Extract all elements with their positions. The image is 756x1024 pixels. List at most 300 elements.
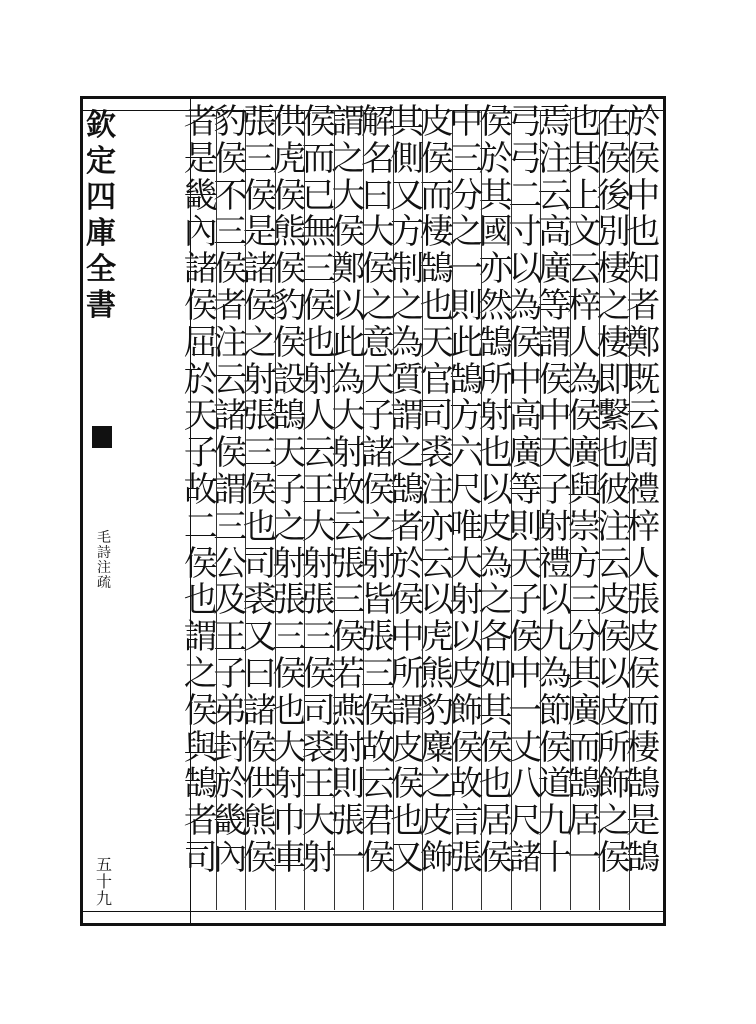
- glyph: 三: [567, 580, 602, 621]
- glyph: 廣: [537, 249, 572, 290]
- glyph: 而: [419, 175, 454, 216]
- glyph: 一: [508, 690, 543, 731]
- glyph: 司: [301, 690, 336, 731]
- glyph: 侯: [213, 249, 248, 290]
- glyph: 禮: [537, 543, 572, 584]
- glyph: 制: [390, 249, 425, 290]
- glyph: 書: [86, 288, 116, 323]
- glyph: 王: [301, 764, 336, 805]
- glyph: 人: [626, 543, 661, 584]
- glyph: 侯: [183, 690, 218, 731]
- glyph: 皮: [390, 727, 425, 768]
- glyph: 射: [301, 837, 336, 878]
- glyph: 侯: [537, 359, 572, 400]
- glyph: 侯: [183, 285, 218, 326]
- glyph: 上: [567, 175, 602, 216]
- glyph: 熊: [272, 212, 307, 253]
- glyph: 其: [567, 138, 602, 179]
- glyph: 侯: [242, 285, 277, 326]
- page-number: [92, 856, 116, 907]
- glyph: 曰: [242, 653, 277, 694]
- glyph: 鵠: [183, 764, 218, 805]
- glyph: 別: [596, 212, 631, 253]
- glyph: 鄭: [626, 322, 661, 363]
- glyph: 者: [213, 285, 248, 326]
- glyph: 以: [331, 285, 366, 326]
- glyph: 侯: [596, 138, 631, 179]
- glyph: 梓: [567, 285, 602, 326]
- glyph: 司: [183, 837, 218, 878]
- page-frame: [80, 96, 666, 926]
- glyph: 燕: [331, 690, 366, 731]
- glyph: 之: [390, 433, 425, 474]
- glyph: 侯: [272, 653, 307, 694]
- glyph: 三: [213, 506, 248, 547]
- glyph: 周: [626, 433, 661, 474]
- glyph: 也: [390, 801, 425, 842]
- glyph: 諸: [360, 433, 395, 474]
- glyph: 中: [508, 359, 543, 400]
- glyph: 十: [95, 872, 112, 891]
- glyph: 子: [508, 580, 543, 621]
- glyph: 之: [419, 764, 454, 805]
- glyph: 云: [331, 506, 366, 547]
- glyph: 也: [567, 102, 602, 142]
- glyph: 封: [213, 727, 248, 768]
- glyph: 之: [596, 285, 631, 326]
- fish-tail-mark: [92, 426, 112, 448]
- glyph: 弓: [508, 138, 543, 179]
- glyph: 大: [331, 175, 366, 216]
- glyph: 故: [360, 727, 395, 768]
- glyph: 侯: [242, 727, 277, 768]
- glyph: 云: [567, 249, 602, 290]
- glyph: 畿: [183, 175, 218, 216]
- glyph: 弓: [508, 102, 543, 142]
- glyph: 之: [449, 212, 484, 253]
- glyph: 鵠: [390, 469, 425, 510]
- glyph: 三: [331, 580, 366, 621]
- glyph: 分: [449, 175, 484, 216]
- glyph: 畿: [213, 801, 248, 842]
- glyph: 云: [213, 359, 248, 400]
- glyph: 侯: [301, 285, 336, 326]
- glyph: 之: [596, 801, 631, 842]
- glyph: 故: [331, 469, 366, 510]
- glyph: 此: [449, 322, 484, 363]
- glyph: 中: [626, 175, 661, 216]
- glyph: 若: [331, 653, 366, 694]
- glyph: 及: [213, 580, 248, 621]
- glyph: 侯: [419, 138, 454, 179]
- glyph: 丈: [508, 727, 543, 768]
- glyph: 大: [272, 727, 307, 768]
- glyph: 皮: [478, 506, 513, 547]
- glyph: 謂: [390, 396, 425, 437]
- glyph: 射: [242, 359, 277, 400]
- glyph: 射: [449, 580, 484, 621]
- glyph: 侯: [242, 469, 277, 510]
- glyph: 全: [86, 252, 116, 287]
- glyph: 王: [301, 469, 336, 510]
- glyph: 侯: [626, 138, 661, 179]
- series-title: [86, 108, 116, 324]
- glyph: 子: [272, 469, 307, 510]
- glyph: 大: [449, 543, 484, 584]
- glyph: 鵠: [478, 322, 513, 363]
- glyph: 棲: [596, 322, 631, 363]
- glyph: 侯: [537, 727, 572, 768]
- glyph: 三: [272, 617, 307, 658]
- glyph: 文: [567, 212, 602, 253]
- glyph: 十: [537, 837, 572, 878]
- glyph: 以: [596, 653, 631, 694]
- glyph: 又: [390, 175, 425, 216]
- glyph: 人: [567, 322, 602, 363]
- glyph: 豹: [213, 102, 248, 142]
- glyph: 皮: [419, 102, 454, 142]
- glyph: 皮: [596, 580, 631, 621]
- glyph: 謂: [331, 102, 366, 142]
- glyph: 注: [97, 560, 111, 576]
- glyph: 張: [449, 837, 484, 878]
- glyph: 天: [272, 433, 307, 474]
- glyph: 者: [626, 285, 661, 326]
- glyph: 也: [596, 433, 631, 474]
- glyph: 射: [301, 543, 336, 584]
- glyph: 以: [478, 469, 513, 510]
- glyph: 大: [301, 801, 336, 842]
- glyph: 侯: [390, 580, 425, 621]
- glyph: 之: [360, 506, 395, 547]
- glyph: 者: [390, 506, 425, 547]
- glyph: 射: [301, 359, 336, 400]
- glyph: 射: [360, 543, 395, 584]
- glyph: 云: [596, 543, 631, 584]
- glyph: 於: [390, 543, 425, 584]
- glyph: 寸: [508, 212, 543, 253]
- glyph: 虎: [272, 138, 307, 179]
- glyph: 王: [213, 617, 248, 658]
- glyph: 知: [626, 249, 661, 290]
- glyph: 廣: [567, 433, 602, 474]
- glyph: 一: [331, 837, 366, 878]
- glyph: 侯: [478, 727, 513, 768]
- glyph: 以: [537, 580, 572, 621]
- glyph: 即: [596, 359, 631, 400]
- glyph: 之: [331, 138, 366, 179]
- glyph: 廣: [508, 433, 543, 474]
- glyph: 梓: [626, 506, 661, 547]
- glyph: 其: [567, 653, 602, 694]
- glyph: 子: [183, 433, 218, 474]
- glyph: 諸: [213, 396, 248, 437]
- glyph: 裘: [242, 580, 277, 621]
- glyph: 也: [626, 212, 661, 253]
- glyph: 三: [213, 212, 248, 253]
- glyph: 鵠: [449, 359, 484, 400]
- glyph: 云: [419, 543, 454, 584]
- glyph: 也: [183, 580, 218, 621]
- glyph: 既: [626, 359, 661, 400]
- glyph: 定: [86, 144, 116, 179]
- glyph: 為: [537, 653, 572, 694]
- glyph: 名: [360, 138, 395, 179]
- glyph: 廣: [567, 690, 602, 731]
- glyph: 三: [301, 249, 336, 290]
- glyph: 公: [213, 543, 248, 584]
- glyph: 所: [390, 653, 425, 694]
- glyph: 居: [567, 801, 602, 842]
- glyph: 方: [567, 543, 602, 584]
- glyph: 高: [537, 212, 572, 253]
- glyph: 以: [508, 249, 543, 290]
- glyph: 侯: [478, 102, 513, 142]
- glyph: 鄭: [331, 249, 366, 290]
- glyph: 皮: [449, 653, 484, 694]
- glyph: 謂: [390, 690, 425, 731]
- glyph: 弟: [213, 690, 248, 731]
- glyph: 以: [419, 580, 454, 621]
- glyph: 中: [390, 617, 425, 658]
- glyph: 內: [213, 837, 248, 878]
- glyph: 人: [301, 396, 336, 437]
- glyph: 疏: [97, 575, 111, 591]
- glyph: 侯: [449, 727, 484, 768]
- glyph: 侯: [360, 690, 395, 731]
- glyph: 為: [567, 359, 602, 400]
- glyph: 鵠: [567, 764, 602, 805]
- glyph: 與: [567, 469, 602, 510]
- glyph: 為: [478, 543, 513, 584]
- glyph: 侯: [508, 322, 543, 363]
- glyph: 官: [419, 359, 454, 400]
- glyph: 在: [596, 102, 631, 142]
- glyph: 然: [478, 285, 513, 326]
- glyph: 分: [567, 617, 602, 658]
- glyph: 者: [183, 801, 218, 842]
- glyph: 謂: [537, 322, 572, 363]
- glyph: 以: [449, 617, 484, 658]
- glyph: 侯: [272, 322, 307, 363]
- glyph: 尺: [508, 801, 543, 842]
- glyph: 豹: [272, 285, 307, 326]
- glyph: 侯: [360, 837, 395, 878]
- glyph: 天: [508, 543, 543, 584]
- glyph: 三: [301, 617, 336, 658]
- glyph: 屈: [183, 322, 218, 363]
- glyph: 諸: [183, 249, 218, 290]
- glyph: 侯: [331, 617, 366, 658]
- glyph: 欽: [86, 108, 116, 143]
- glyph: 君: [360, 801, 395, 842]
- glyph: 之: [360, 285, 395, 326]
- glyph: 謂: [213, 469, 248, 510]
- glyph: 二: [183, 506, 218, 547]
- glyph: 則: [331, 764, 366, 805]
- book-title: [92, 531, 116, 591]
- glyph: 巾: [272, 801, 307, 842]
- glyph: 設: [272, 359, 307, 400]
- glyph: 為: [331, 359, 366, 400]
- glyph: 無: [301, 212, 336, 253]
- glyph: 裘: [419, 433, 454, 474]
- glyph: 各: [478, 617, 513, 658]
- glyph: 一: [449, 249, 484, 290]
- glyph: 其: [478, 690, 513, 731]
- glyph: 之: [390, 285, 425, 326]
- glyph: 三: [242, 138, 277, 179]
- glyph: 於: [478, 138, 513, 179]
- glyph: 則: [449, 285, 484, 326]
- glyph: 已: [301, 175, 336, 216]
- glyph: 三: [360, 653, 395, 694]
- glyph: 故: [183, 469, 218, 510]
- glyph: 子: [360, 396, 395, 437]
- glyph: 飾: [596, 764, 631, 805]
- glyph: 侯: [567, 396, 602, 437]
- glyph: 射: [272, 764, 307, 805]
- glyph: 司: [419, 396, 454, 437]
- glyph: 三: [242, 433, 277, 474]
- glyph: 為: [508, 285, 543, 326]
- glyph: 裘: [301, 727, 336, 768]
- glyph: 又: [242, 617, 277, 658]
- glyph: 天: [419, 322, 454, 363]
- glyph: 此: [331, 322, 366, 363]
- glyph: 節: [537, 690, 572, 731]
- glyph: 麋: [419, 727, 454, 768]
- glyph: 為: [390, 322, 425, 363]
- glyph: 則: [508, 506, 543, 547]
- glyph: 於: [213, 764, 248, 805]
- glyph: 注: [419, 469, 454, 510]
- glyph: 是: [242, 212, 277, 253]
- glyph: 也: [478, 433, 513, 474]
- glyph: 飾: [419, 837, 454, 878]
- glyph: 皮: [626, 617, 661, 658]
- glyph: 側: [390, 138, 425, 179]
- glyph: 高: [508, 396, 543, 437]
- glyph: 國: [478, 212, 513, 253]
- glyph: 而: [626, 690, 661, 731]
- glyph: 侯: [183, 543, 218, 584]
- glyph: 張: [301, 580, 336, 621]
- glyph: 侯: [213, 138, 248, 179]
- glyph: 皮: [419, 801, 454, 842]
- glyph: 如: [478, 653, 513, 694]
- glyph: 車: [272, 837, 307, 878]
- glyph: 張: [360, 617, 395, 658]
- glyph: 張: [242, 396, 277, 437]
- glyph: 彼: [596, 469, 631, 510]
- glyph: 三: [449, 138, 484, 179]
- glyph: 曰: [360, 175, 395, 216]
- glyph: 侯: [272, 249, 307, 290]
- glyph: 九: [95, 889, 112, 908]
- glyph: 熊: [242, 801, 277, 842]
- glyph: 皆: [360, 580, 395, 621]
- glyph: 內: [183, 212, 218, 253]
- glyph: 侯: [596, 617, 631, 658]
- glyph: 尺: [449, 469, 484, 510]
- glyph: 之: [183, 653, 218, 694]
- glyph: 九: [537, 617, 572, 658]
- glyph: 中: [449, 102, 484, 142]
- glyph: 大: [301, 506, 336, 547]
- glyph: 繫: [596, 396, 631, 437]
- glyph: 張: [331, 543, 366, 584]
- glyph: 庫: [86, 216, 116, 251]
- glyph: 虎: [419, 617, 454, 658]
- glyph: 其: [478, 175, 513, 216]
- glyph: 亦: [478, 249, 513, 290]
- glyph: 後: [596, 175, 631, 216]
- glyph: 子: [537, 469, 572, 510]
- glyph: 一: [567, 837, 602, 878]
- glyph: 云: [301, 433, 336, 474]
- glyph: 子: [213, 653, 248, 694]
- glyph: 鵠: [272, 396, 307, 437]
- glyph: 言: [449, 801, 484, 842]
- glyph: 張: [626, 580, 661, 621]
- glyph: 注: [213, 322, 248, 363]
- glyph: 侯: [390, 764, 425, 805]
- glyph: 毛: [97, 530, 111, 546]
- glyph: 也: [419, 285, 454, 326]
- glyph: 飾: [449, 690, 484, 731]
- glyph: 皮: [596, 690, 631, 731]
- glyph: 張: [272, 580, 307, 621]
- glyph: 侯: [478, 837, 513, 878]
- glyph: 諸: [242, 690, 277, 731]
- glyph: 質: [390, 359, 425, 400]
- glyph: 中: [508, 653, 543, 694]
- glyph: 故: [449, 764, 484, 805]
- glyph: 之: [478, 580, 513, 621]
- glyph: 亦: [419, 506, 454, 547]
- glyph: 天: [360, 359, 395, 400]
- glyph: 六: [449, 433, 484, 474]
- glyph: 者: [183, 102, 218, 142]
- glyph: 天: [537, 433, 572, 474]
- glyph: 供: [272, 102, 307, 142]
- glyph: 侯: [508, 617, 543, 658]
- glyph: 鵠: [419, 249, 454, 290]
- glyph: 張: [242, 102, 277, 142]
- glyph: 侯: [301, 653, 336, 694]
- glyph: 是: [626, 801, 661, 842]
- glyph: 八: [508, 764, 543, 805]
- glyph: 方: [390, 212, 425, 253]
- glyph: 又: [390, 837, 425, 878]
- glyph: 云: [360, 764, 395, 805]
- glyph: 之: [272, 506, 307, 547]
- glyph: 而: [567, 727, 602, 768]
- glyph: 司: [242, 543, 277, 584]
- glyph: 四: [86, 180, 116, 215]
- glyph: 是: [183, 138, 218, 179]
- glyph: 禮: [626, 469, 661, 510]
- glyph: 云: [626, 396, 661, 437]
- glyph: 諸: [508, 837, 543, 878]
- glyph: 也: [272, 690, 307, 731]
- glyph: 射: [272, 543, 307, 584]
- glyph: 侯: [242, 175, 277, 216]
- glyph: 焉: [537, 102, 572, 142]
- glyph: 五: [95, 855, 112, 874]
- glyph: 云: [537, 175, 572, 216]
